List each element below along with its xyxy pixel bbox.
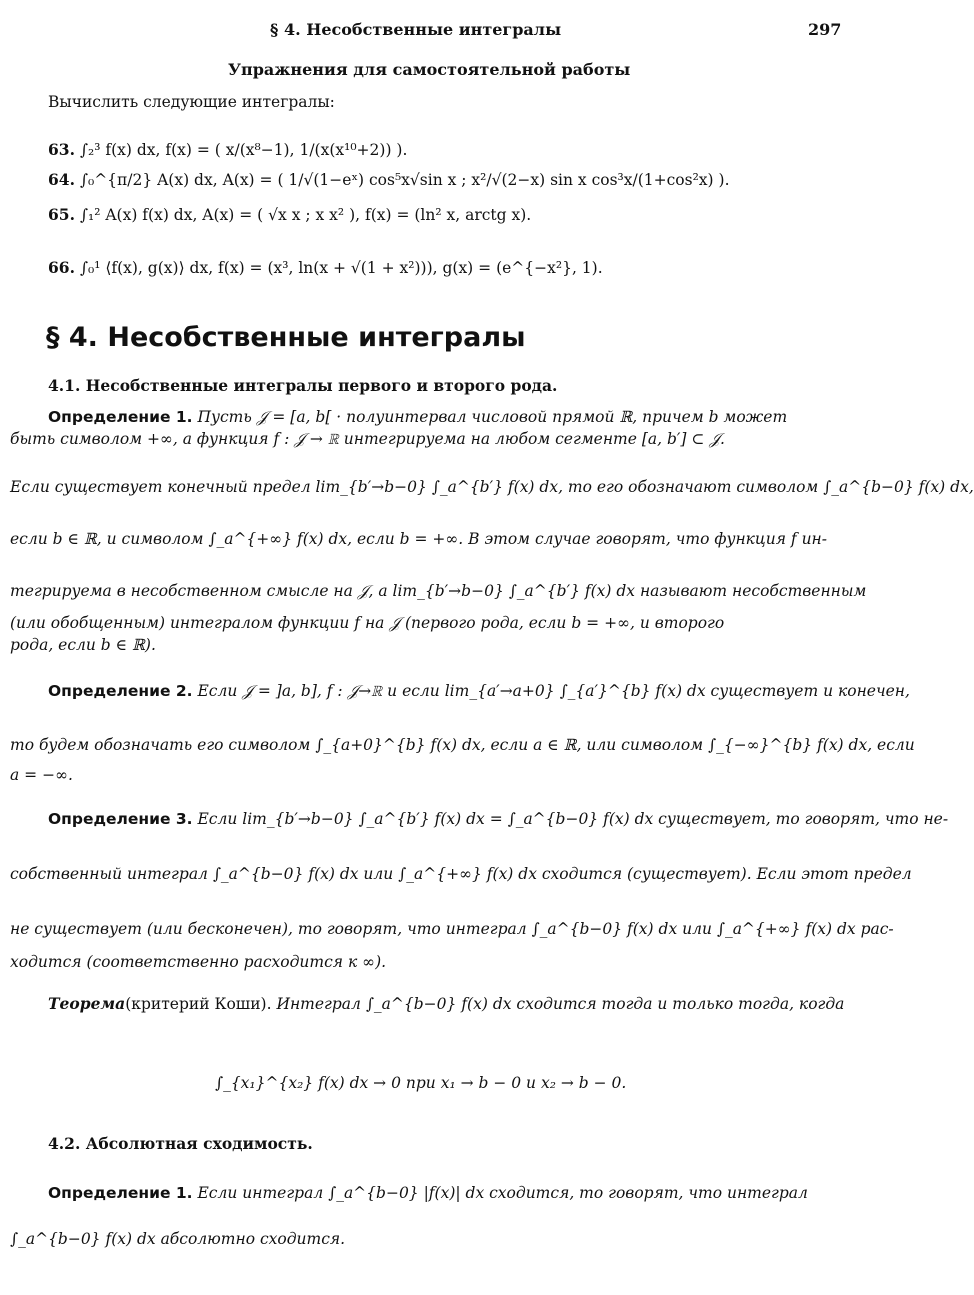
definition-line: a = −∞. (10, 766, 73, 784)
subsection-heading-2: 4.2. Абсолютная сходимость. (48, 1134, 313, 1153)
definition-line: не существует (или бесконечен), то говорят, что интеграл ∫_a^{b−0} f(x) dx или ∫_a^{+∞} f(x) dx рас- (10, 920, 894, 938)
definition-line: Если 𝒥 = ]a, b], f : 𝒥→ℝ и если lim_{a′→a+0} ∫_{a′}^{b} f(x) dx существует и конечен, (197, 682, 910, 700)
definition-label: Определение 2. (48, 682, 193, 700)
theorem-name: (критерий Коши). (125, 995, 272, 1013)
definition-absolute (10, 1182, 842, 1250)
exercises-title: Упражнения для самостоятельной работы (228, 60, 631, 79)
page-number: 297 (808, 20, 842, 39)
exercise-number: 65. (48, 205, 75, 224)
definition-line: ходится (соответственно расходится к ∞). (10, 953, 387, 971)
definition-line: ∫_a^{b−0} f(x) dx абсолютно сходится. (10, 1230, 346, 1248)
definition-line: тегрируема в несобственном смысле на 𝒥, а lim_{b′→b−0} ∫_a^{b′} f(x) dx называют несобственным (10, 582, 867, 600)
theorem-label: Теорема (48, 994, 126, 1013)
exercises-intro: Вычислить следующие интегралы: (48, 93, 335, 111)
exercise-65 (48, 205, 531, 224)
exercise-64 (48, 170, 730, 189)
definition-line: если b ∈ ℝ, и символом ∫_a^{+∞} f(x) dx, если b = +∞. В этом случае говорят, что функция f ин- (10, 530, 827, 548)
definition-line: Если интеграл ∫_a^{b−0} |f(x)| dx сходится, то говорят, что интеграл (197, 1184, 808, 1202)
exercise-66 (48, 258, 603, 277)
definition-line: быть символом +∞, а функция f : 𝒥 → ℝ интегрируема на любом сегменте [a, b′] ⊂ 𝒥. (10, 430, 725, 448)
theorem (48, 993, 844, 1015)
definition-line: то будем обозначать его символом ∫_{a+0}^{b} f(x) dx, если a ∈ ℝ, или символом ∫_{−∞}^{b} f(x) dx, если (10, 736, 915, 754)
definition-2 (10, 680, 915, 786)
definition-line: собственный интеграл ∫_a^{b−0} f(x) dx или ∫_a^{+∞} f(x) dx сходится (существует). Если этот предел (10, 865, 912, 883)
theorem-formula: ∫_{x₁}^{x₂} f(x) dx → 0 при x₁ → b − 0 и x₂ → b − 0. (215, 1074, 627, 1092)
theorem-line: Интеграл ∫_a^{b−0} f(x) dx сходится тогда и только тогда, когда (276, 995, 845, 1013)
definition-1 (10, 406, 974, 656)
exercise-text: ∫₀¹ ⟨f(x), g(x)⟩ dx, f(x) = (x³, ln(x + √(1 + x²))), g(x) = (e^{−x²}, 1). (79, 259, 603, 277)
definition-line: Пусть 𝒥 = [a, b[ · полуинтервал числовой прямой ℝ, причем b может (197, 408, 788, 426)
exercise-text: ∫₁² A(x) f(x) dx, A(x) = ( √x x ; x x² ), f(x) = (ln² x, arctg x). (79, 206, 532, 224)
exercise-text: ∫₀^{π/2} A(x) dx, A(x) = ( 1/√(1−eˣ) cos⁵x√sin x ; x²/√(2−x) sin x cos³x/(1+cos²x) ). (79, 171, 730, 189)
exercise-number: 63. (48, 140, 75, 159)
definition-line: Если существует конечный предел lim_{b′→b−0} ∫_a^{b′} f(x) dx, то его обозначают символом ∫_a^{b−0} f(x) dx, (10, 478, 974, 496)
section-title: § 4. Несобственные интегралы (46, 322, 526, 353)
definition-3 (10, 808, 949, 973)
exercise-text: ∫₂³ f(x) dx, f(x) = ( x/(x⁸−1), 1/(x(x¹⁰+2)) ). (79, 141, 408, 159)
exercise-number: 66. (48, 258, 75, 277)
definition-label: Определение 1. (48, 1184, 193, 1202)
definition-line: Если lim_{b′→b−0} ∫_a^{b′} f(x) dx = ∫_a^{b−0} f(x) dx существует, то говорят, что не- (197, 810, 949, 828)
definition-line: (или обобщенным) интегралом функции f на 𝒥 (первого рода, если b = +∞, и второго (10, 614, 725, 632)
subsection-heading-1: 4.1. Несобственные интегралы первого и второго рода. (48, 376, 558, 395)
definition-line: рода, если b ∈ ℝ). (10, 636, 156, 654)
running-title: § 4. Несобственные интегралы (270, 20, 562, 39)
definition-label: Определение 3. (48, 810, 193, 828)
exercise-63 (48, 140, 407, 159)
definition-label: Определение 1. (48, 408, 193, 426)
exercise-number: 64. (48, 170, 75, 189)
